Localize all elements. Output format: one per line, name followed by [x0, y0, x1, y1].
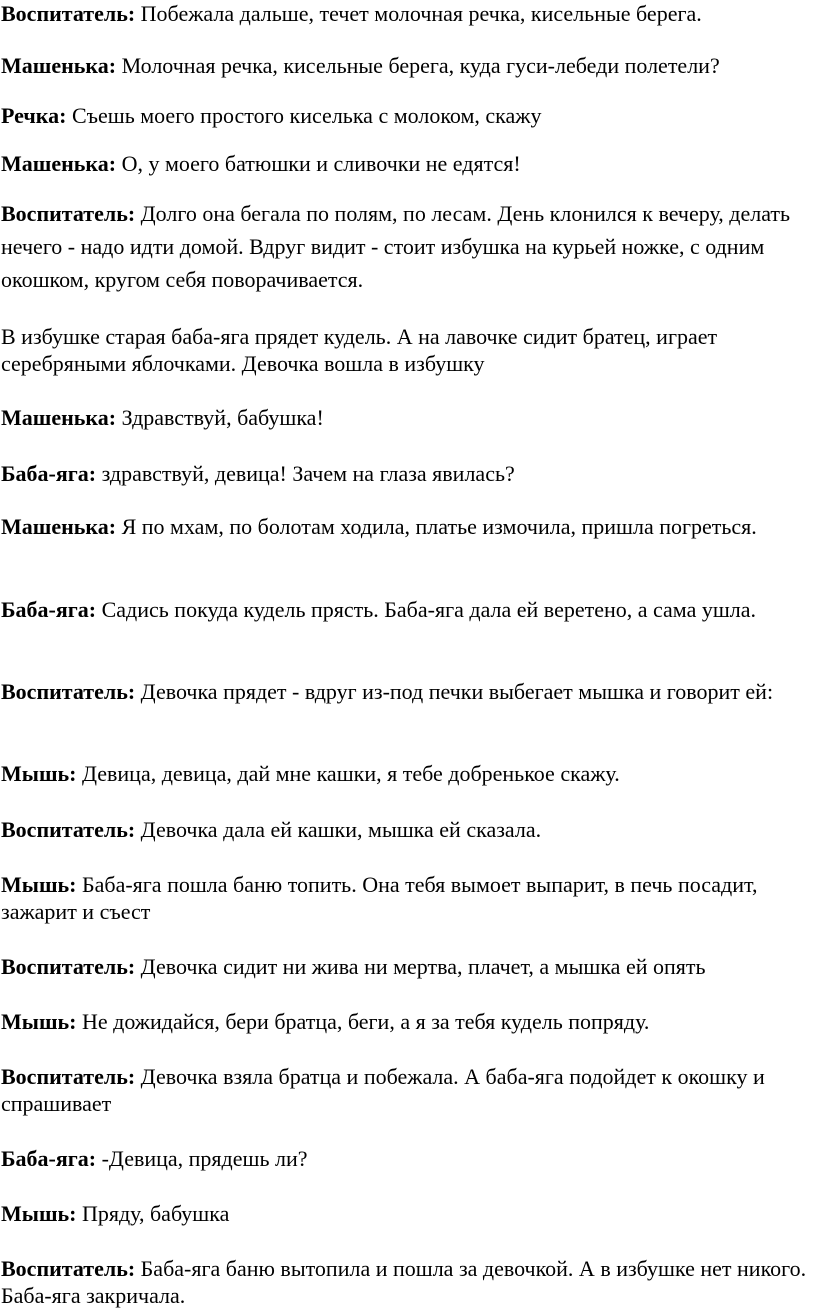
speaker-label: Баба-яга:	[1, 461, 97, 486]
speaker-label: Мышь:	[1, 872, 77, 897]
speaker-label: Воспитатель:	[1, 1064, 136, 1089]
paragraph	[1, 596, 813, 623]
speaker-label: Воспитатель:	[1, 1, 136, 26]
paragraph	[1, 404, 813, 431]
speaker-label: Воспитатель:	[1, 679, 136, 704]
speaker-label: Воспитатель:	[1, 817, 136, 842]
paragraph-text: Я по мхам, по болотам ходила, платье измочила, пришла погреться.	[116, 514, 757, 539]
paragraph-text: Пряду, бабушка	[76, 1201, 230, 1226]
speaker-label: Машенька:	[1, 514, 117, 539]
paragraph	[1, 816, 813, 843]
paragraph-text: Баба-яга пошла баню топить. Она тебя вымоет выпарит, в печь посадит, зажарит и съест	[1, 872, 758, 924]
speaker-label: Машенька:	[1, 405, 117, 430]
paragraph	[1, 953, 813, 980]
paragraph-text: О, у моего батюшки и сливочки не едятся!	[116, 151, 521, 176]
paragraph	[1, 52, 813, 79]
paragraph-text: здравствуй, девица! Зачем на глаза явилась?	[96, 461, 515, 486]
paragraph-text: Девочка взяла братца и побежала. А баба-яга подойдет к окошку и спрашивает	[1, 1064, 765, 1116]
speaker-label: Воспитатель:	[1, 1256, 136, 1281]
paragraph-text: Здравствуй, бабушка!	[116, 405, 324, 430]
paragraph	[1, 102, 813, 129]
speaker-label: Машенька:	[1, 151, 117, 176]
speaker-label: Мышь:	[1, 1201, 77, 1226]
paragraph	[1, 197, 813, 296]
paragraph	[1, 150, 813, 177]
paragraph-text: Девочка дала ей кашки, мышка ей сказала.	[135, 817, 542, 842]
paragraph-text: Девочка прядет - вдруг из-под печки выбегает мышка и говорит ей:	[135, 679, 774, 704]
speaker-label: Машенька:	[1, 53, 117, 78]
speaker-label: Мышь:	[1, 761, 77, 786]
paragraph	[1, 760, 813, 787]
paragraph-text: Молочная речка, кисельные берега, куда гуси-лебеди полетели?	[116, 53, 720, 78]
speaker-label: Воспитатель:	[1, 954, 136, 979]
paragraph	[1, 1200, 813, 1227]
paragraph	[1, 1063, 813, 1117]
paragraph	[1, 513, 813, 540]
speaker-label: Речка:	[1, 103, 67, 128]
paragraph	[1, 871, 813, 925]
paragraph	[1, 1255, 813, 1309]
paragraph-text: -Девица, прядешь ли?	[96, 1146, 308, 1171]
paragraph	[1, 323, 813, 377]
paragraph-text: В избушке старая баба-яга прядет кудель. А на лавочке сидит братец, играет серебряными яблочками. Девочка вошла в избушку	[1, 324, 718, 376]
paragraph-text: Не дожидайся, бери братца, беги, а я за тебя кудель попряду.	[76, 1009, 650, 1034]
speaker-label: Баба-яга:	[1, 1146, 97, 1171]
paragraph	[1, 1145, 813, 1172]
paragraph	[1, 0, 813, 27]
paragraph-text: Девица, девица, дай мне кашки, я тебе добренькое скажу.	[76, 761, 620, 786]
paragraph-text: Баба-яга баню вытопила и пошла за девочкой. А в избушке нет никого. Баба-яга закричала.	[1, 1256, 807, 1308]
speaker-label: Мышь:	[1, 1009, 77, 1034]
paragraph	[1, 678, 813, 705]
paragraph-text: Садись покуда кудель прясть. Баба-яга дала ей веретено, а сама ушла.	[96, 597, 757, 622]
paragraph	[1, 1008, 813, 1035]
paragraph-text: Долго она бегала по полям, по лесам. День клонился к вечеру, делать нечего - надо идти домой. Вдруг видит - стоит избушка на курьей ножке, с одним окошком, кругом себя поворачивается.	[1, 201, 791, 292]
paragraph	[1, 460, 813, 487]
paragraph-text: Съешь моего простого киселька с молоком, скажу	[66, 103, 542, 128]
speaker-label: Баба-яга:	[1, 597, 97, 622]
paragraph-text: Девочка сидит ни жива ни мертва, плачет, а мышка ей опять	[135, 954, 706, 979]
speaker-label: Воспитатель:	[1, 201, 136, 226]
paragraph-text: Побежала дальше, течет молочная речка, кисельные берега.	[135, 1, 702, 26]
